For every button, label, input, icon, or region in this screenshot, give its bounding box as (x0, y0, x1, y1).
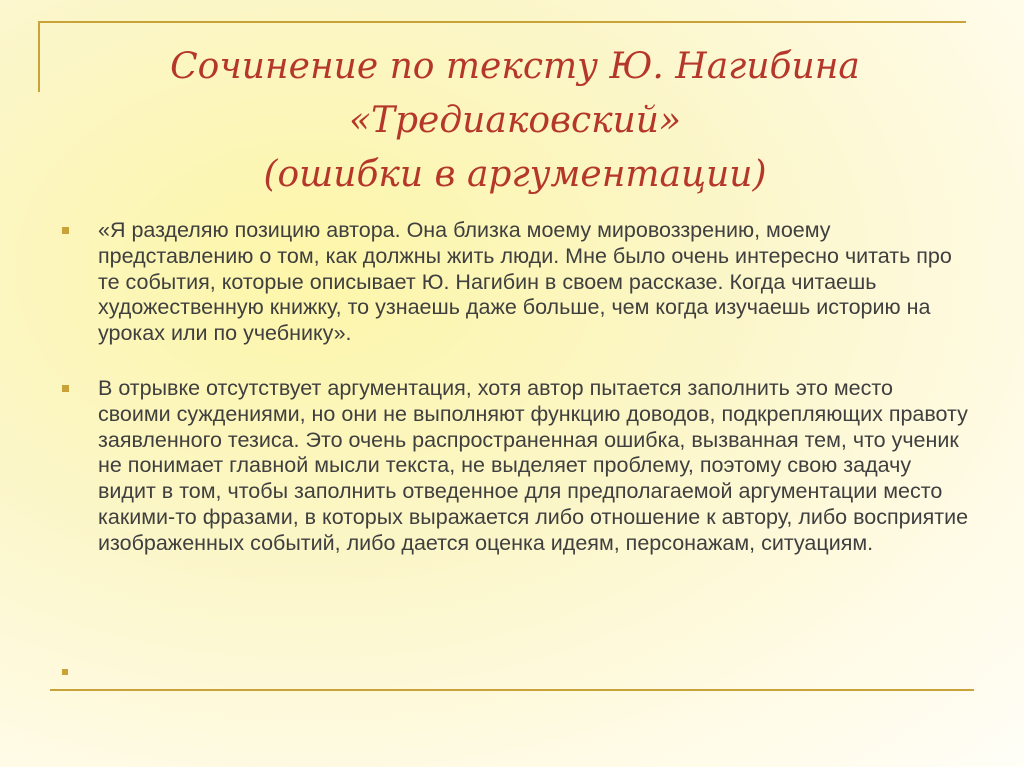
top-rule-line (38, 21, 966, 23)
bullet-list (56, 218, 971, 557)
bullet-item (56, 376, 971, 557)
bullet-item (56, 218, 971, 347)
slide-title (120, 40, 910, 202)
bullet-text: «Я разделяю позицию автора. Она близка моему мировоззрению, моему представлению о том, как должны жить люди. Мне было очень интересно читать про те события, которые описывает Ю. Нагибин в своем рассказе. Когда читаешь художественную книжку, то узнаешь даже больше, чем когда изучаешь историю на уроках или по учебнику». (98, 218, 952, 346)
title-line-1: Сочинение по тексту Ю. Нагибина (170, 46, 860, 87)
title-line-2: «Тредиаковский» (348, 100, 682, 141)
empty-bullet-square-icon (62, 669, 68, 675)
bullet-square-icon (62, 227, 69, 234)
bullet-square-icon (62, 385, 69, 392)
bullet-text: В отрывке отсутствует аргументация, хотя автор пытается заполнить это место своими суждениями, но они не выполняют функцию доводов, подкрепляющих правоту заявленного тезиса. Это очень распространенная ошибка, вызванная тем, что ученик не понимает главной мысли текста, не выделяет проблему, поэтому свою задачу видит в том, чтобы заполнить отведенное для предполагаемой аргументации место какими-то фразами, в которых выражается либо отношение к автору, либо восприятие изображенных событий, либо дается оценка идеям, персонажам, ситуациям. (98, 375, 969, 555)
bottom-rule-line (50, 689, 974, 691)
left-rule-line (38, 22, 40, 92)
title-line-3: (ошибки в аргументации) (263, 154, 767, 195)
